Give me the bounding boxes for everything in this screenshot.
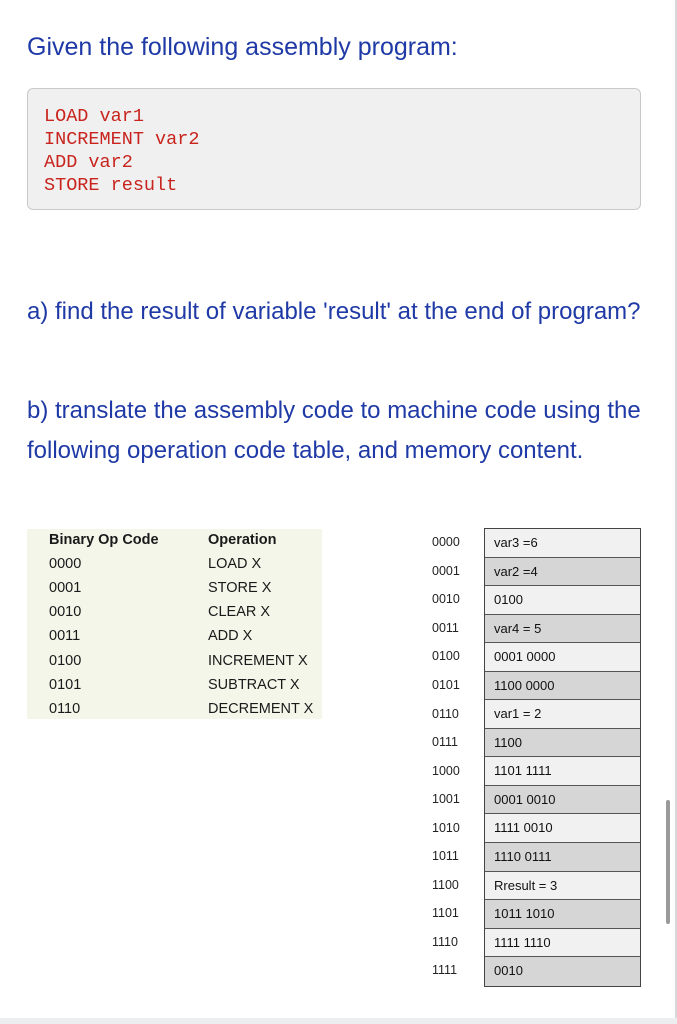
memory-cell: 0001 0010 xyxy=(485,786,640,815)
memory-address: 1011 xyxy=(432,849,459,863)
opcode-cell: 0110 xyxy=(49,701,81,717)
memory-cell: 0001 0000 xyxy=(485,643,640,672)
opcode-table xyxy=(27,529,322,719)
memory-cell: 1101 1111 xyxy=(485,757,640,786)
memory-cell: 0100 xyxy=(485,586,640,615)
memory-cell: 0010 xyxy=(485,957,640,986)
scrollbar-thumb[interactable] xyxy=(666,800,670,924)
opcode-cell: 0000 xyxy=(49,556,82,572)
memory-cell: 1111 1110 xyxy=(485,929,640,958)
memory-cell: 1100 xyxy=(485,729,640,758)
memory-cell: var4 = 5 xyxy=(485,615,640,644)
opcode-cell: 0101 xyxy=(49,677,82,693)
memory-table xyxy=(484,528,641,987)
memory-cell: 1011 1010 xyxy=(485,900,640,929)
question-a: a) find the result of variable 'result' at the end of program? xyxy=(27,298,641,325)
memory-cell: Rresult = 3 xyxy=(485,872,640,901)
memory-address: 1111 xyxy=(432,963,458,977)
memory-address: 1001 xyxy=(432,792,460,806)
code-block xyxy=(27,88,641,210)
operation-cell: STORE X xyxy=(208,580,272,596)
opcode-cell: 0100 xyxy=(49,653,82,669)
question-heading: Given the following assembly program: xyxy=(27,33,458,61)
memory-address: 0111 xyxy=(432,735,458,749)
operation-cell: INCREMENT X xyxy=(208,653,308,669)
memory-cell: var2 =4 xyxy=(485,558,640,587)
memory-address: 1000 xyxy=(432,764,460,778)
memory-cell: var3 =6 xyxy=(485,529,640,558)
code-line: INCREMENT var2 xyxy=(44,129,200,150)
memory-cell: 1100 0000 xyxy=(485,672,640,701)
memory-address: 1101 xyxy=(432,906,459,920)
memory-address: 0001 xyxy=(432,564,460,578)
memory-address: 1110 xyxy=(432,935,458,949)
operation-cell: DECREMENT X xyxy=(208,701,314,717)
memory-cell: var1 = 2 xyxy=(485,700,640,729)
memory-cell: 1110 0111 xyxy=(485,843,640,872)
memory-address: 0011 xyxy=(432,621,459,635)
operation-cell: ADD X xyxy=(208,628,253,644)
operation-cell: CLEAR X xyxy=(208,604,271,620)
operation-cell: SUBTRACT X xyxy=(208,677,300,693)
bottom-bar xyxy=(0,1018,677,1024)
memory-address: 0000 xyxy=(432,535,460,549)
opcode-cell: 0001 xyxy=(49,580,82,596)
code-line: LOAD var1 xyxy=(44,106,144,127)
opcode-header: Binary Op Code xyxy=(49,532,159,548)
memory-address: 1010 xyxy=(432,821,460,835)
memory-address: 1100 xyxy=(432,878,459,892)
memory-cell: 1111 0010 xyxy=(485,814,640,843)
memory-address: 0110 xyxy=(432,707,459,721)
question-b: b) translate the assembly code to machine code using the following operation code table, and memory content. xyxy=(27,397,641,464)
opcode-cell: 0010 xyxy=(49,604,82,620)
code-line: STORE result xyxy=(44,175,178,196)
memory-address: 0100 xyxy=(432,649,460,663)
opcode-cell: 0011 xyxy=(49,628,81,644)
operation-cell: LOAD X xyxy=(208,556,262,572)
code-line: ADD var2 xyxy=(44,152,133,173)
memory-address: 0101 xyxy=(432,678,460,692)
operation-header: Operation xyxy=(208,532,277,548)
memory-address: 0010 xyxy=(432,592,460,606)
